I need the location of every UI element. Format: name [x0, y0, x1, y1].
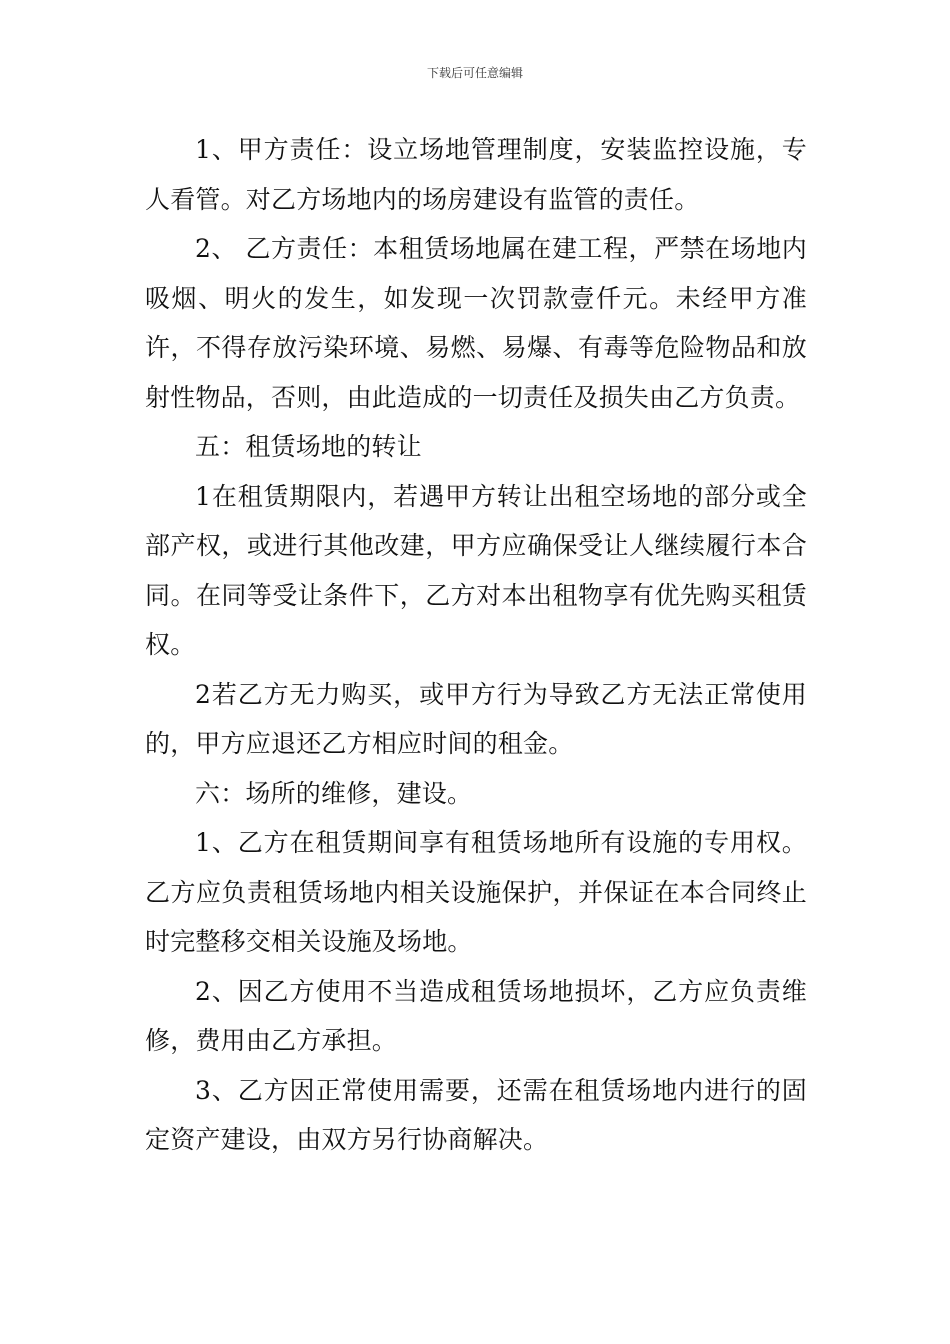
clause-transfer-1: 1在租赁期限内，若遇甲方转让出租空场地的部分或全部产权，或进行其他改建，甲方应确保受让人继续履行本合同。在同等受让条件下，乙方对本出租物享有优先购买租赁权。 — [145, 481, 807, 659]
clause-maintenance-1: 1、乙方在租赁期间享有租赁场地所有设施的专用权。乙方应负责租赁场地内相关设施保护，并保证在本合同终止时完整移交相关设施及场地。 — [145, 828, 807, 956]
section-heading-maintenance: 六：场所的维修，建设。 — [195, 778, 473, 808]
clause-maintenance-2: 2、因乙方使用不当造成租赁场地损坏，乙方应负责维修，费用由乙方承担。 — [145, 976, 807, 1055]
clause-maintenance-3: 3、乙方因正常使用需要，还需在租赁场地内进行的固定资产建设，由双方另行协商解决。 — [145, 1075, 807, 1154]
page-header-note: 下载后可任意编辑 — [426, 66, 523, 80]
clause-party-a-duty: 1、甲方责任：设立场地管理制度，安装监控设施，专人看管。对乙方场地内的场房建设有监管的责任。 — [145, 135, 807, 214]
clause-transfer-2: 2若乙方无力购买，或甲方行为导致乙方无法正常使用的，甲方应退还乙方相应时间的租金。 — [145, 679, 807, 758]
clause-party-b-duty: 2、 乙方责任：本租赁场地属在建工程，严禁在场地内吸烟、明火的发生，如发现一次罚款壹仟元。未经甲方准许，不得存放污染环境、易燃、易爆、有毒等危险物品和放射性物品，否则，由此造成的一切责任及损失由乙方负责。 — [145, 234, 807, 412]
section-heading-transfer: 五：租赁场地的转让 — [195, 432, 422, 461]
document-body — [145, 125, 807, 1165]
